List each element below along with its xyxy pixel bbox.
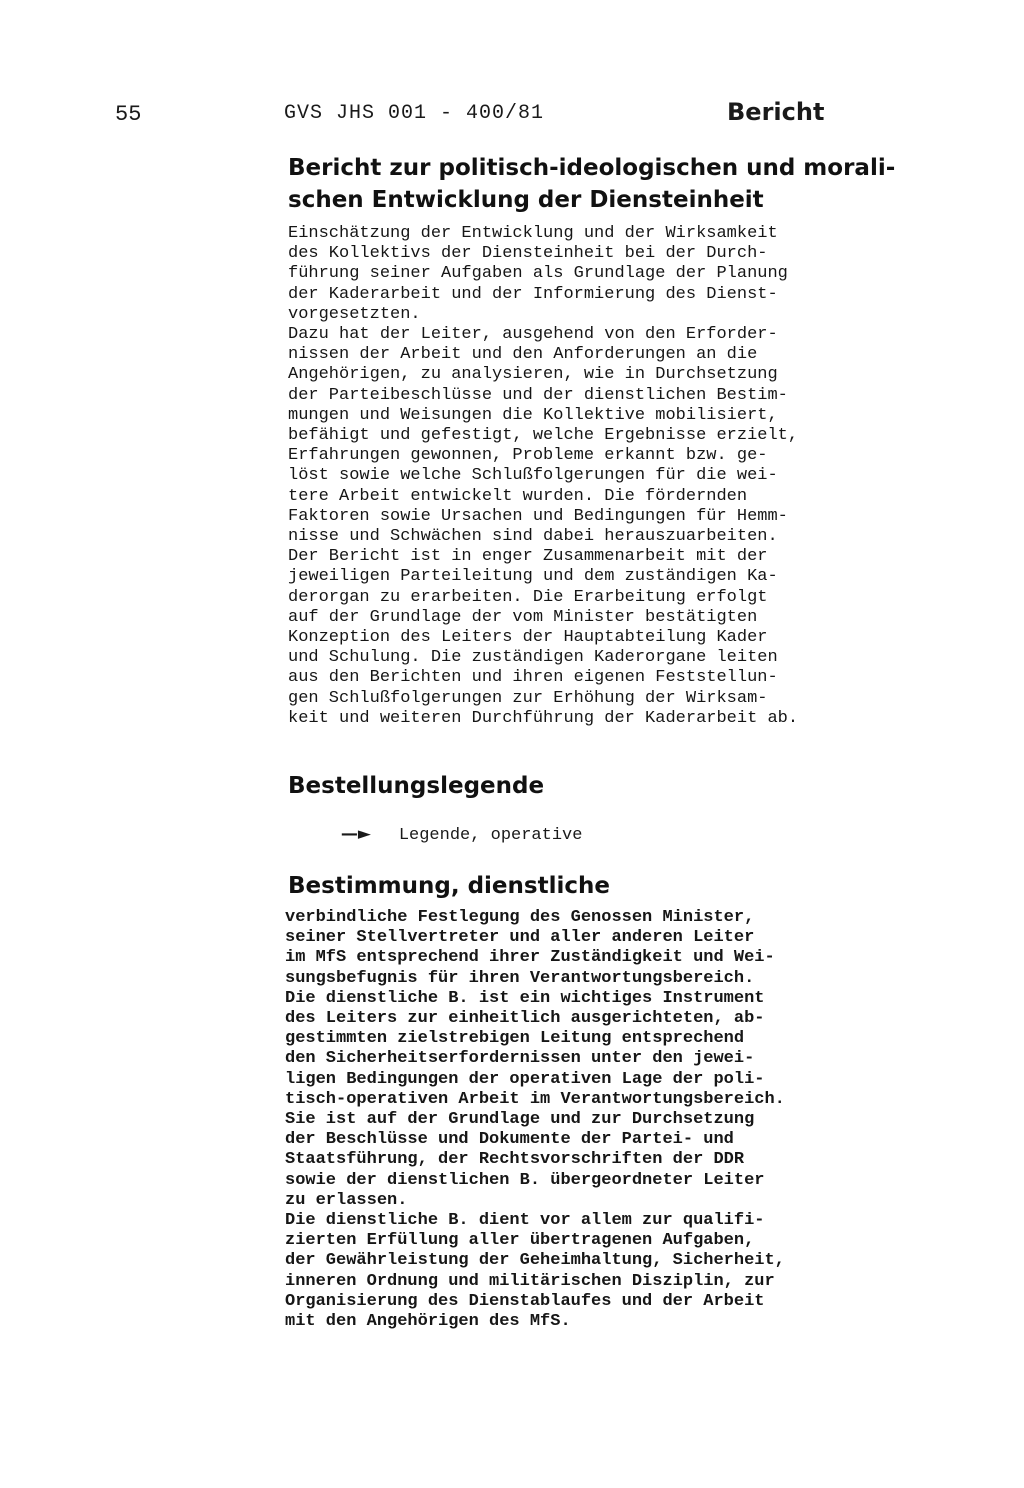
entry-title-bestimmung: Bestimmung, dienstliche (288, 873, 610, 899)
cross-reference (300, 801, 582, 869)
arrow-right-icon: —► (340, 824, 371, 844)
entry-body-bestimmung: verbindliche Festlegung des Genossen Minister, seiner Stellvertreter und aller anderen Leiter im MfS entsprechend ihrer Zuständigkeit und Wei- sungsbefugnis für ihren Verantwortungsbereich. Die dienstliche B. ist ein wichtiges Instrument des Leiters zur einheitlich ausgerichteten, ab- gestimmten zielstrebigen Leitung entsprechend den Sicherheitserfordernissen unter den jewei- ligen Bedingungen der operativen Lage der poli- tisch-operativen Arbeit im Verantwortungsbereich. Sie ist auf der Grundlage und zur Durchsetzung der Beschlüsse und Dokumente der Partei- und Staatsführung, der Rechtsvorschriften der DDR sowie der dienstlichen B. übergeordneter Leiter zu erlassen. Die dienstliche B. dient vor allem zur qualifi- zierten Erfüllung aller übertragenen Aufgaben, der Gewährleistung der Geheimhaltung, Sicherheit, inneren Ordnung und militärischen Disziplin, zur Organisierung des Dienstablaufes und der Arbeit mit den Angehörigen des MfS. (285, 908, 785, 1332)
running-head: Bericht (727, 98, 825, 126)
entry-body-bericht: Einschätzung der Entwicklung und der Wirksamkeit des Kollektivs der Diensteinheit bei der Durch- führung seiner Aufgaben als Grundlage der Planung der Kaderarbeit und der Informierung des Dienst- vorgesetzten. Dazu hat der Leiter, ausgehend von den Erforder- nissen der Arbeit und den Anforderungen an die Angehörigen, zu analysieren, wie in Durchsetzung der Parteibeschlüsse und der dienstlichen Bestim- mungen und Weisungen die Kollektive mobilisiert, befähigt und gefestigt, welche Ergebnisse erzielt, Erfahrungen gewonnen, Probleme erkannt bzw. ge- löst sowie welche Schlußfolgerungen für die wei- tere Arbeit entwickelt wurden. Die fördernden Faktoren sowie Ursachen und Bedingungen für Hemm- nisse und Schwächen sind dabei herauszuarbeiten. Der Bericht ist in enger Zusammenarbeit mit der jeweiligen Parteileitung und dem zuständigen Ka- derorgan zu erarbeiten. Die Erarbeitung erfolgt auf der Grundlage der vom Minister bestätigten Konzeption des Leiters der Hauptabteilung Kader und Schulung. Die zuständigen Kaderorgane leiten aus den Berichten und ihren eigenen Feststellun- gen Schlußfolgerungen zur Erhöhung der Wirksam- keit und weiteren Durchführung der Kaderarbeit ab. (288, 224, 799, 728)
document-reference: GVS JHS 001 - 400/81 (284, 102, 545, 125)
entry-title-bestellungslegende: Bestellungslegende (288, 773, 545, 799)
cross-reference-target[interactable]: Legende, operative (398, 826, 583, 845)
page-number: 55 (115, 102, 142, 127)
entry-title-bericht: Bericht zur politisch-ideologischen und morali- schen Entwicklung der Diensteinheit (288, 155, 896, 213)
